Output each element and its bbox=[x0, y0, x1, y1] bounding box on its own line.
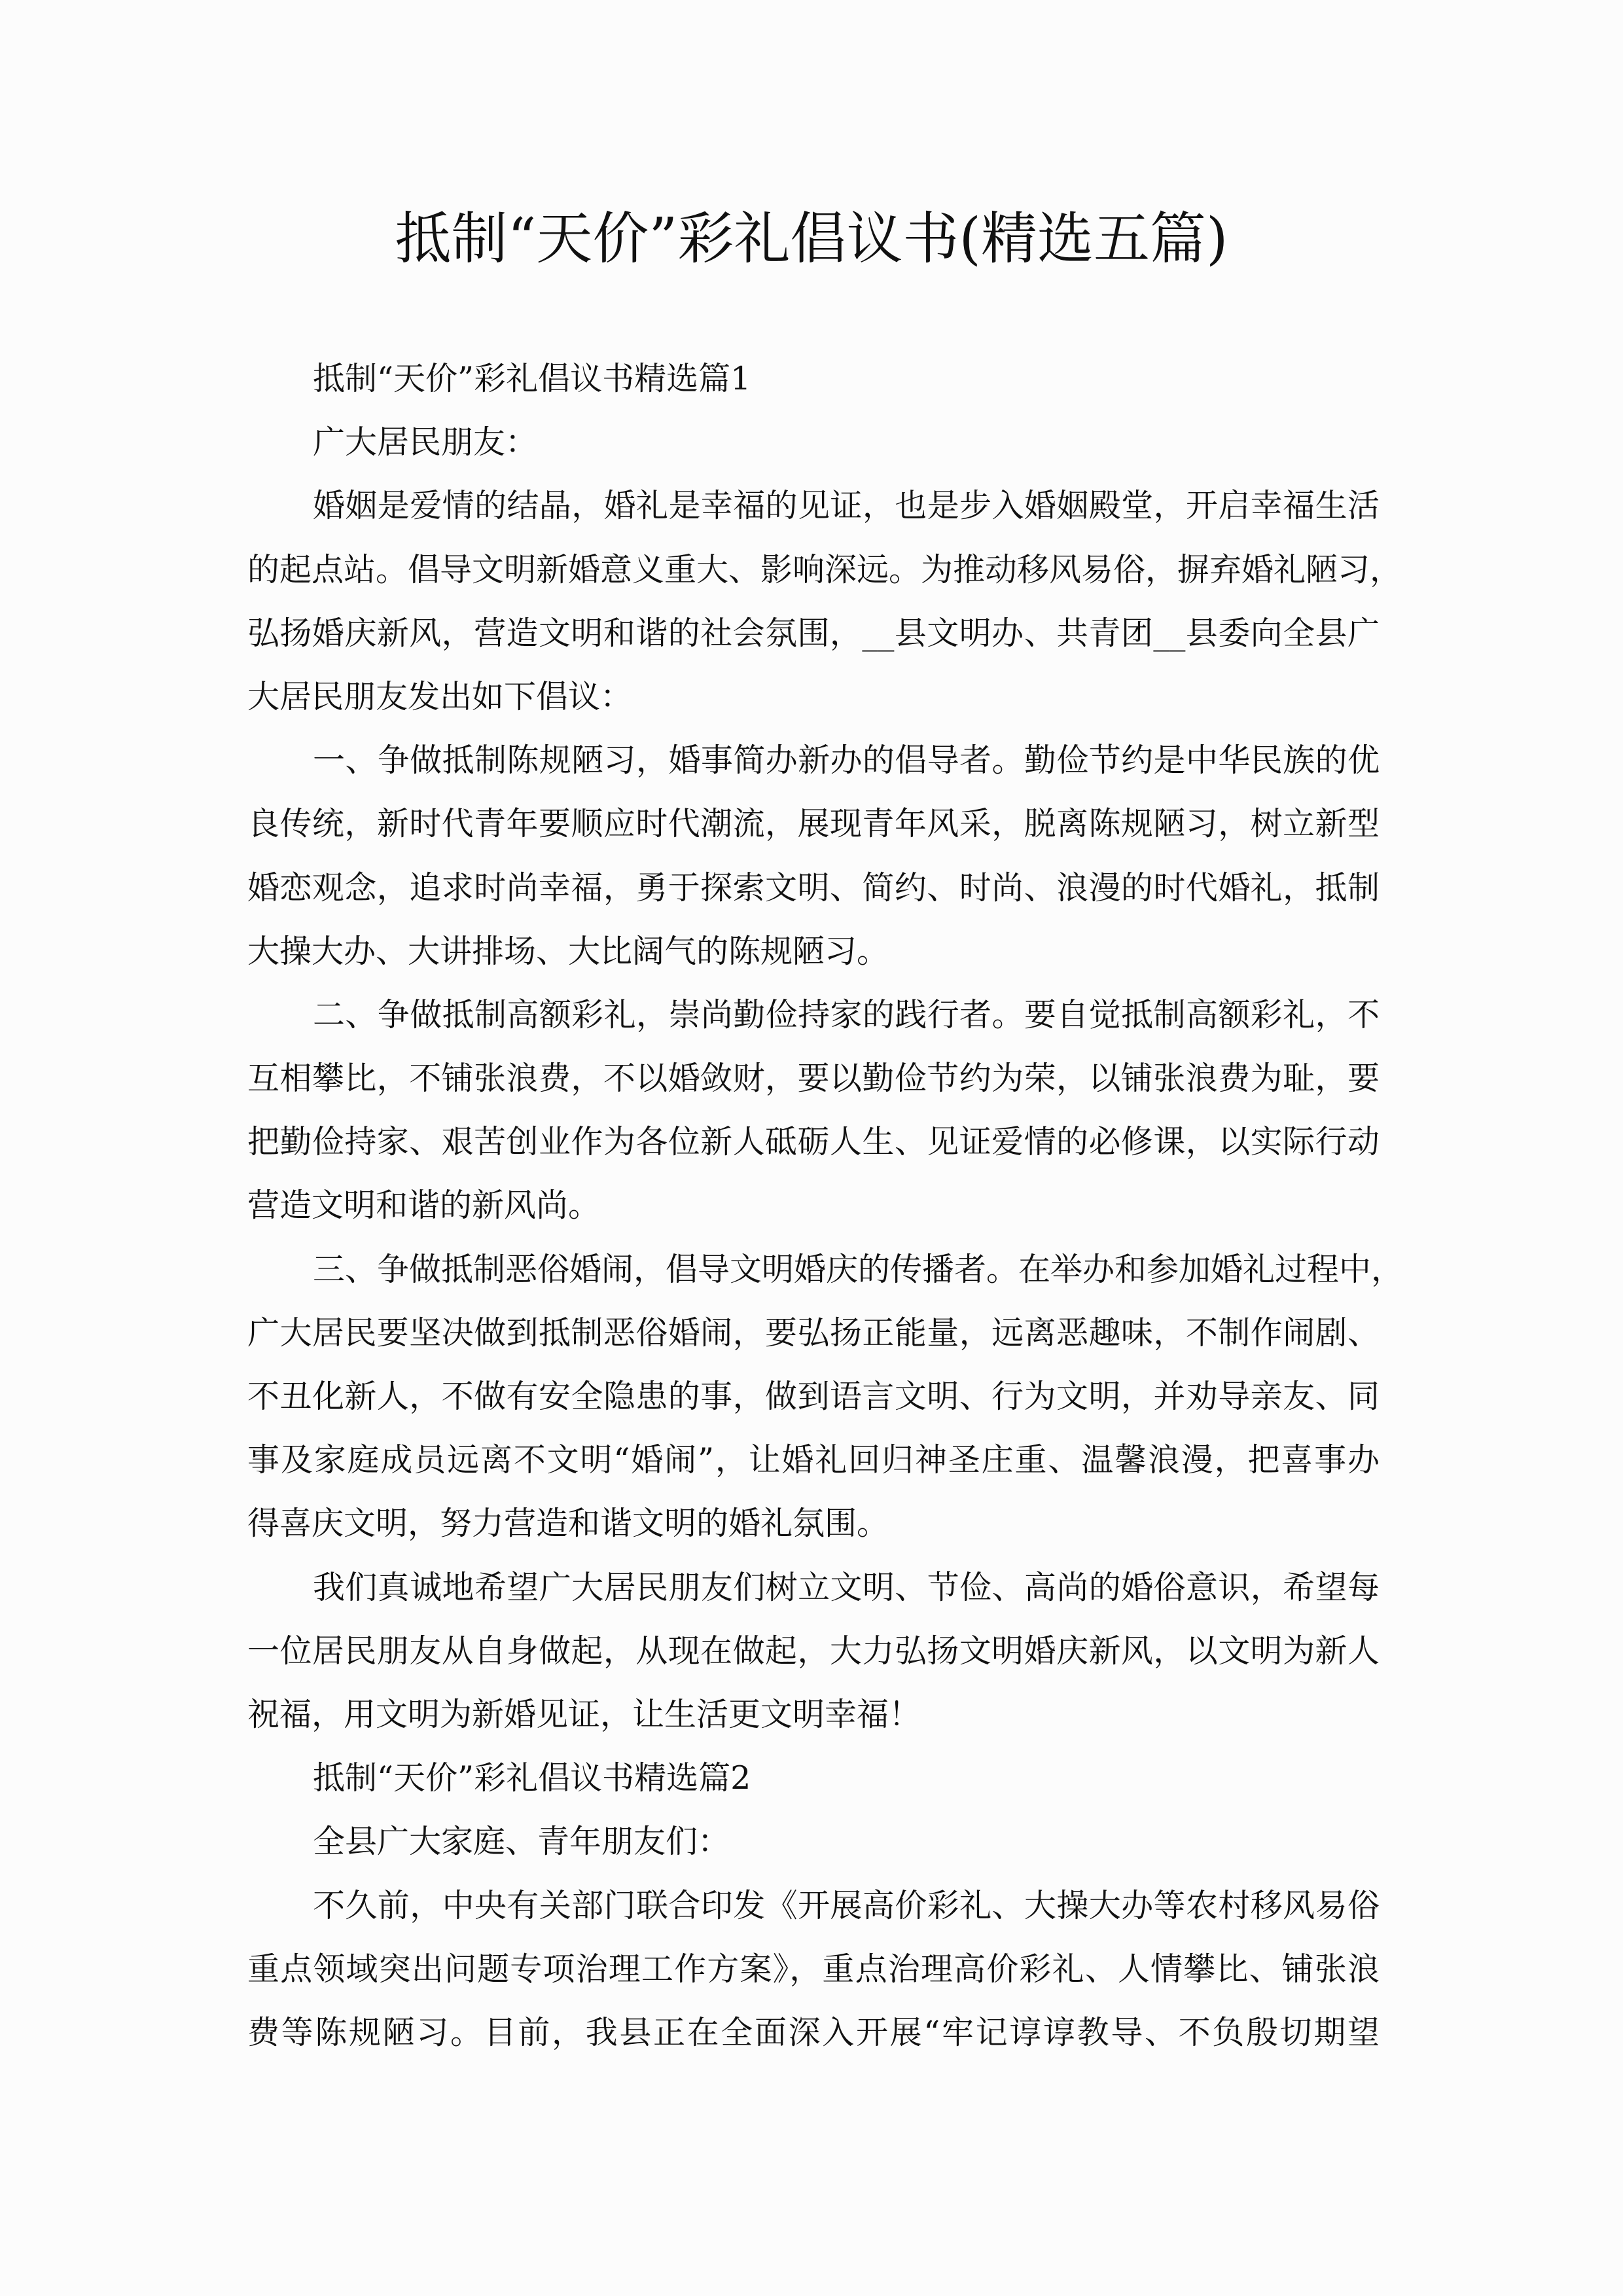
paragraph-line: 营造文明和谐的新风尚。 bbox=[247, 1187, 601, 1225]
paragraph-line: 互相攀比，不铺张浪费，不以婚敛财，要以勤俭节约为荣，以铺张浪费为耻，要 bbox=[247, 1060, 1380, 1098]
paragraph-line: 一、争做抵制陈规陋习，婚事简办新办的倡导者。勤俭节约是中华民族的优 bbox=[313, 742, 1380, 780]
paragraph-line: 二、争做抵制高额彩礼，崇尚勤俭持家的践行者。要自觉抵制高额彩礼，不 bbox=[313, 996, 1380, 1033]
paragraph-line: 祝福，用文明为新婚见证，让生活更文明幸福！ bbox=[247, 1695, 921, 1733]
paragraph-line: 一位居民朋友从自身做起，从现在做起，大力弘扬文明婚庆新风，以文明为新人 bbox=[247, 1632, 1380, 1670]
salutation: 全县广大家庭、青年朋友们： bbox=[313, 1823, 730, 1861]
paragraph-line: 费等陈规陋习。目前，我县正在全面深入开展“牢记谆谆教导、不负殷切期望 bbox=[247, 2013, 1380, 2051]
paragraph-line: 得喜庆文明，努力营造和谐文明的婚礼氛围。 bbox=[247, 1505, 889, 1543]
paragraph-line: 重点领域突出问题专项治理工作方案》，重点治理高价彩礼、人情攀比、铺张浪 bbox=[247, 1950, 1380, 1988]
paragraph-line: 广大居民要坚决做到抵制恶俗婚闹，要弘扬正能量，远离恶趣味，不制作闹剧、 bbox=[247, 1314, 1380, 1352]
section-heading: 抵制“天价”彩礼倡议书精选篇2 bbox=[313, 1759, 751, 1797]
paragraph-line: 婚姻是爱情的结晶，婚礼是幸福的见证，也是步入婚姻殿堂，开启幸福生活 bbox=[313, 487, 1380, 525]
paragraph-line: 不久前，中央有关部门联合印发《开展高价彩礼、大操大办等农村移风易俗 bbox=[313, 1886, 1380, 1924]
paragraph-line: 三、争做抵制恶俗婚闹，倡导文明婚庆的传播者。在举办和参加婚礼过程中， bbox=[313, 1250, 1404, 1288]
paragraph-line: 婚恋观念，追求时尚幸福，勇于探索文明、简约、时尚、浪漫的时代婚礼，抵制 bbox=[247, 869, 1380, 906]
paragraph-line: 良传统，新时代青年要顺应时代潮流，展现青年风采，脱离陈规陋习，树立新型 bbox=[247, 805, 1380, 843]
paragraph-line: 大操大办、大讲排场、大比阔气的陈规陋习。 bbox=[247, 932, 889, 970]
paragraph-line: 事及家庭成员远离不文明“婚闹”，让婚礼回归神圣庄重、温馨浪漫，把喜事办 bbox=[247, 1441, 1380, 1479]
paragraph-line: 大居民朋友发出如下倡议： bbox=[247, 677, 633, 715]
paragraph-line: 我们真诚地希望广大居民朋友们树立文明、节俭、高尚的婚俗意识，希望每 bbox=[313, 1568, 1380, 1606]
salutation: 广大居民朋友： bbox=[313, 423, 538, 461]
paragraph-line: 把勤俭持家、艰苦创业作为各位新人砥砺人生、见证爱情的必修课，以实际行动 bbox=[247, 1123, 1380, 1161]
paragraph-line: 弘扬婚庆新风，营造文明和谐的社会氛围，__县文明办、共青团__县委向全县广 bbox=[247, 614, 1380, 652]
paragraph-line: 的起点站。倡导文明新婚意义重大、影响深远。为推动移风易俗，摒弃婚礼陋习， bbox=[247, 550, 1402, 588]
document-title: 抵制“天价”彩礼倡议书(精选五篇) bbox=[395, 206, 1228, 272]
document-body bbox=[247, 347, 1404, 2064]
paragraph-line: 不丑化新人，不做有安全隐患的事，做到语言文明、行为文明，并劝导亲友、同 bbox=[247, 1378, 1380, 1415]
section-heading: 抵制“天价”彩礼倡议书精选篇1 bbox=[313, 360, 751, 397]
